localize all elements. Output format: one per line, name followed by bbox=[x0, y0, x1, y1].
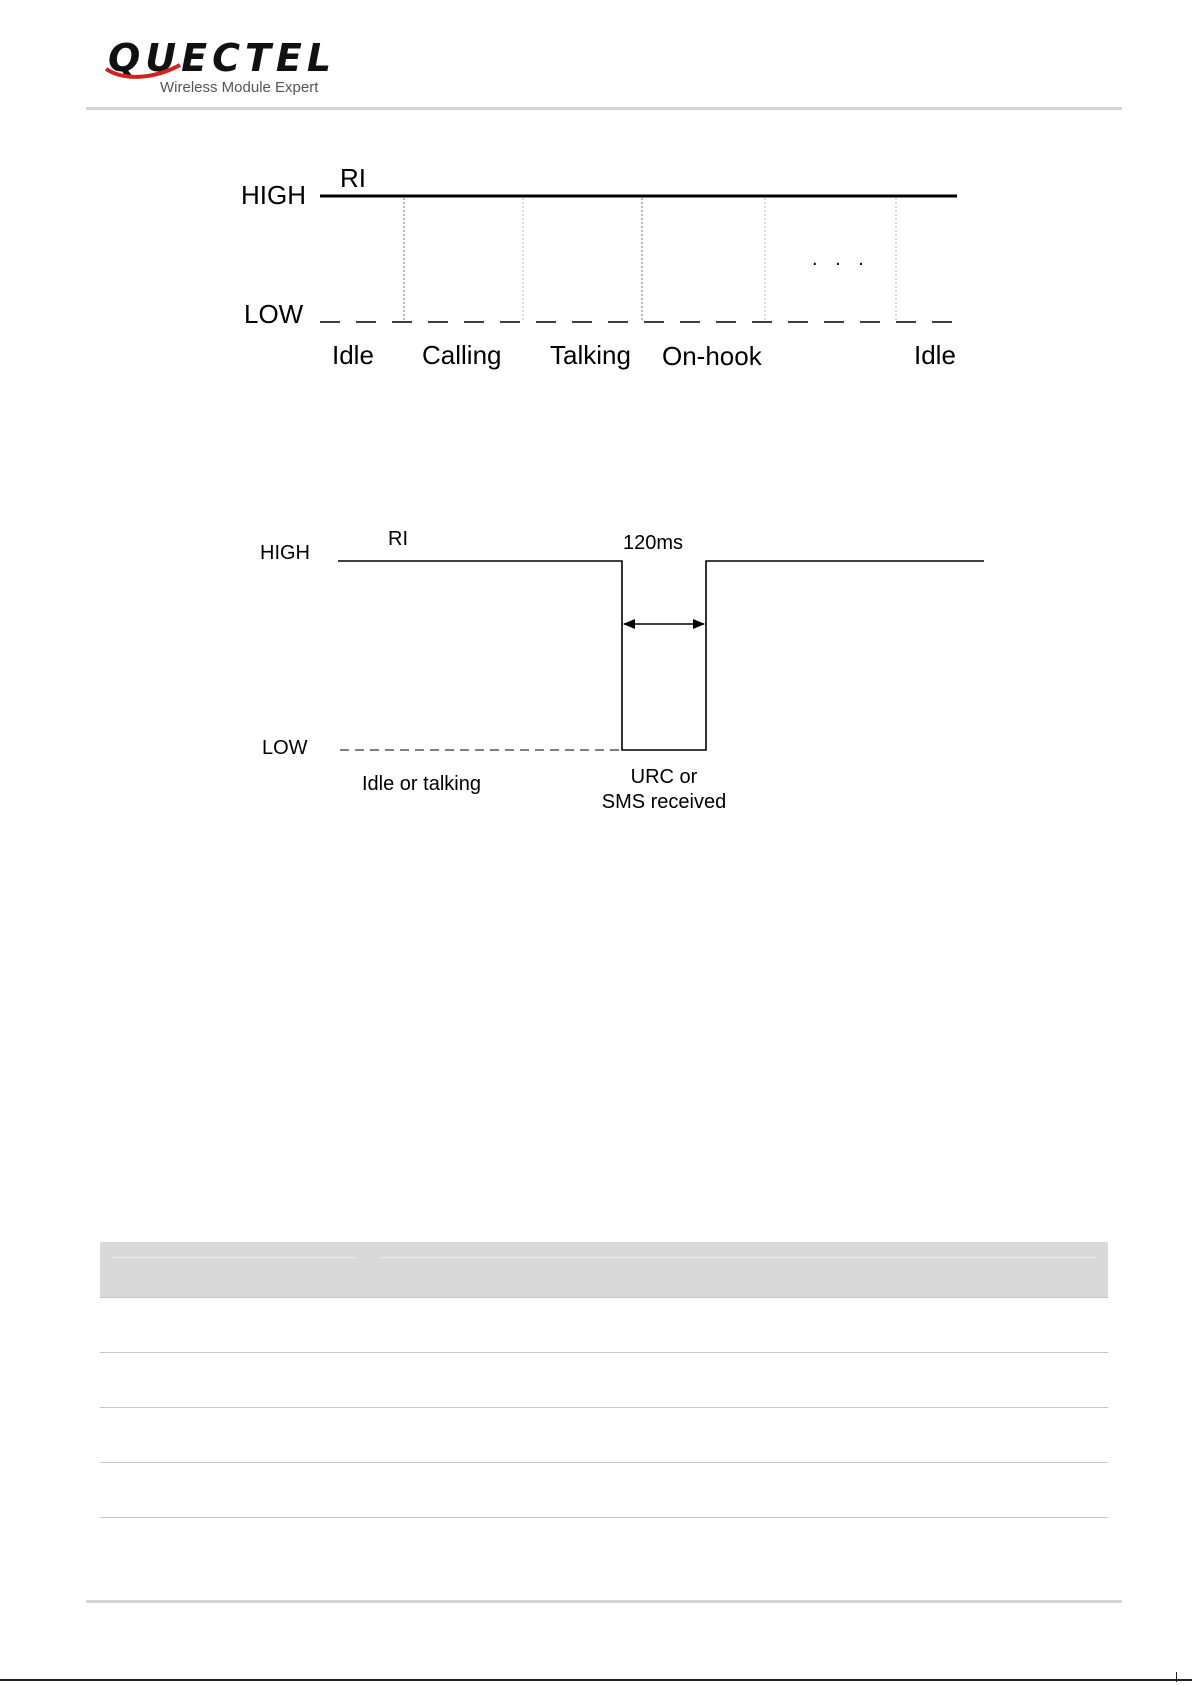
page-bottom-tick bbox=[1176, 1672, 1177, 1682]
ri-urc-sms-timing-diagram bbox=[0, 500, 1192, 830]
fig2-ri-waveform bbox=[338, 561, 984, 750]
fig2-pulse-width-label: 120ms bbox=[623, 532, 684, 554]
fig2-event-label: URC or bbox=[630, 766, 698, 788]
company-logo: QUECTEL bbox=[108, 36, 337, 80]
table-header-cell bbox=[112, 1257, 356, 1258]
fig2-signal-label: RI bbox=[388, 528, 408, 550]
fig1-ellipsis: . . . bbox=[812, 248, 870, 270]
fig1-state-label: Talking bbox=[550, 340, 631, 370]
fig1-state-label: Calling bbox=[422, 340, 502, 370]
table-header-row bbox=[100, 1242, 1108, 1298]
fig1-signal-label: RI bbox=[340, 163, 366, 193]
fig1-high-label: HIGH bbox=[241, 180, 306, 210]
ri-behavior-table bbox=[100, 1242, 1108, 1518]
fig2-high-label: HIGH bbox=[260, 542, 310, 564]
fig2-idle-label: Idle or talking bbox=[362, 773, 481, 795]
fig1-state-label: Idle bbox=[332, 340, 374, 370]
fig2-low-label: LOW bbox=[262, 737, 308, 759]
table-header-cell bbox=[380, 1257, 1096, 1258]
table-row bbox=[100, 1463, 1108, 1518]
fig1-low-label: LOW bbox=[244, 299, 304, 329]
fig1-state-label: On-hook bbox=[662, 341, 762, 371]
fig1-state-label: Idle bbox=[914, 340, 956, 370]
company-tagline: Wireless Module Expert bbox=[160, 79, 319, 96]
footer-divider bbox=[86, 1600, 1122, 1603]
ri-voice-call-timing-diagram bbox=[0, 0, 1192, 400]
fig2-event-label: SMS received bbox=[601, 791, 727, 813]
page-bottom-border bbox=[0, 1679, 1192, 1681]
table-row bbox=[100, 1298, 1108, 1353]
table-row bbox=[100, 1353, 1108, 1408]
table-row bbox=[100, 1408, 1108, 1463]
